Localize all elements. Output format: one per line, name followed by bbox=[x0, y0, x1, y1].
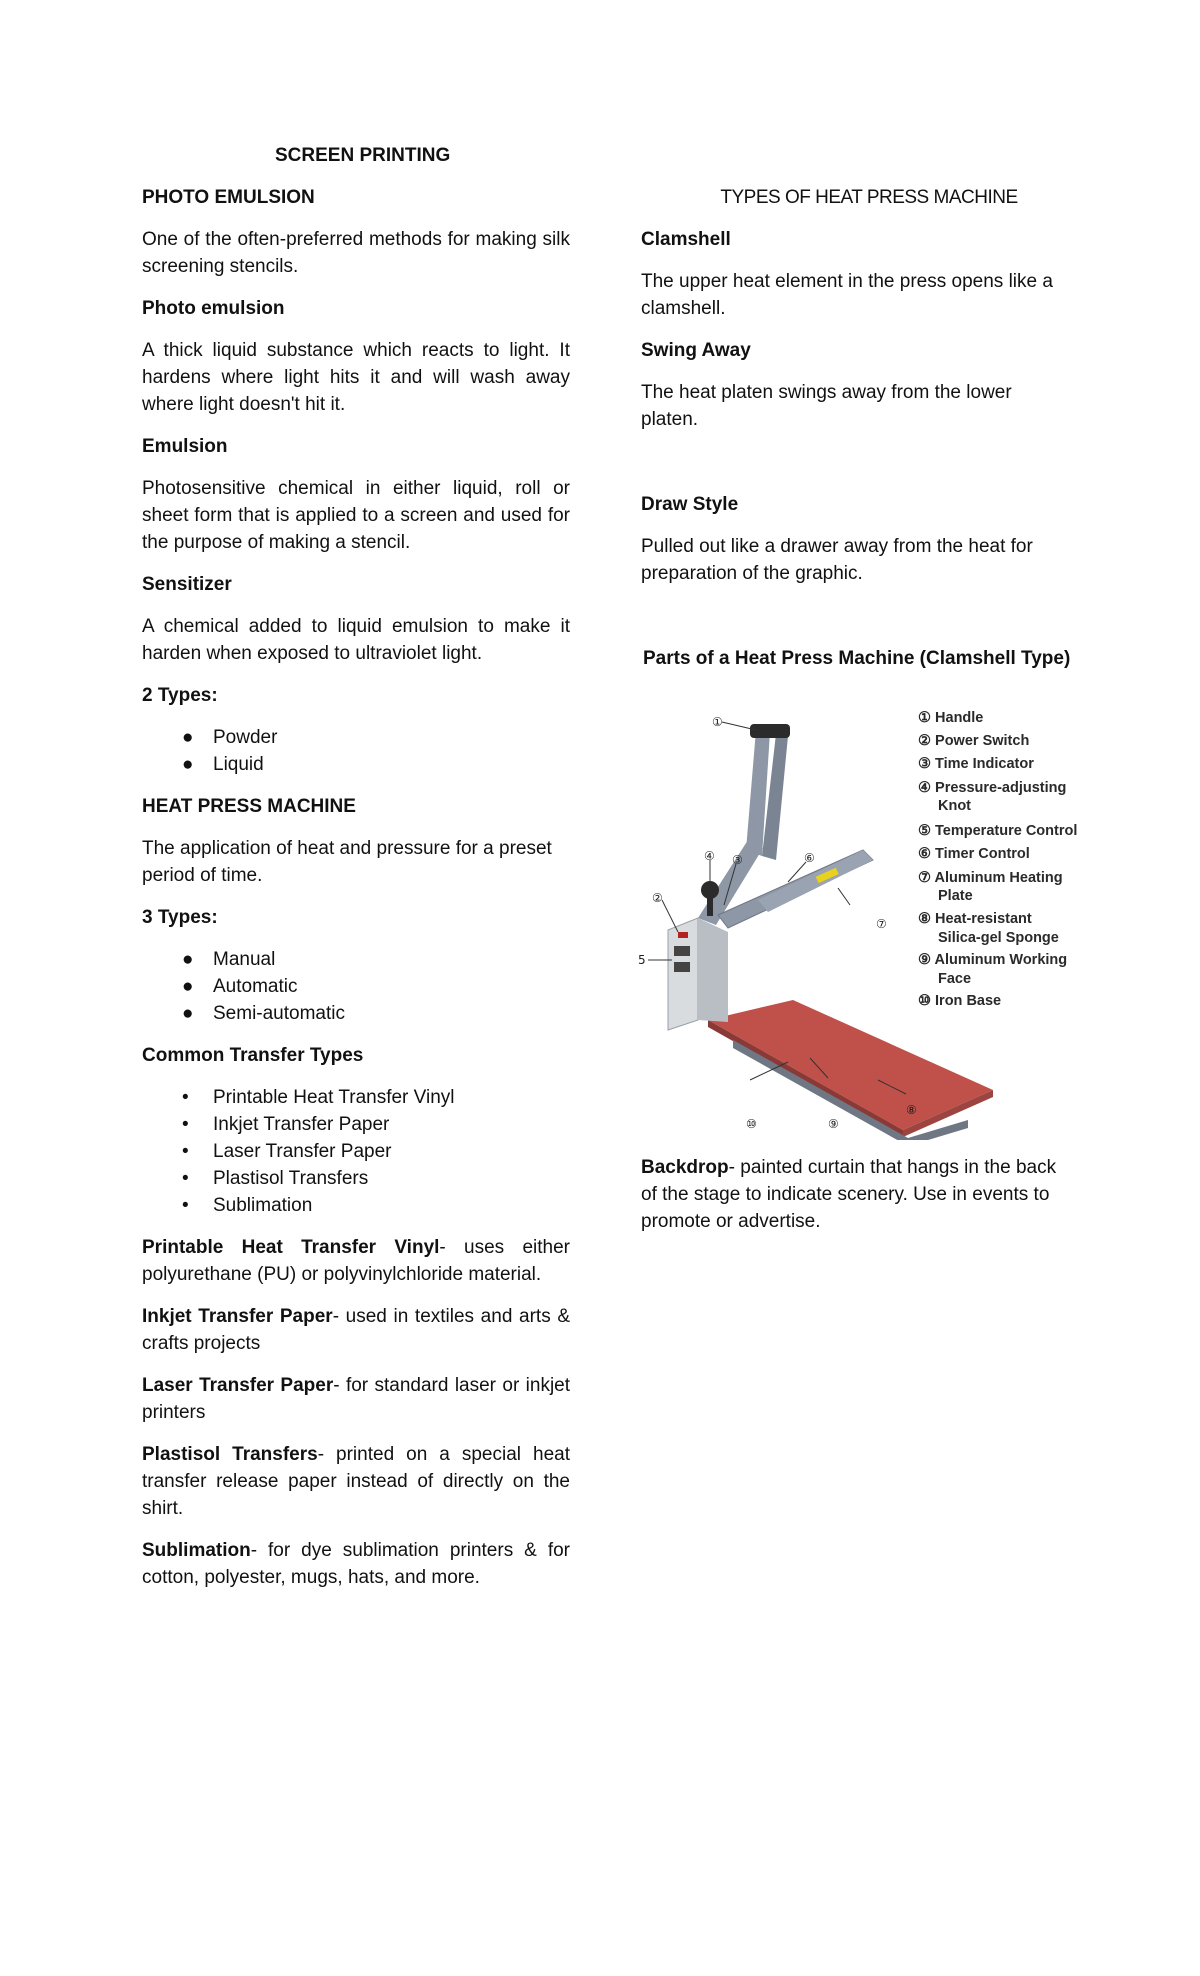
display-panel bbox=[674, 962, 690, 972]
bullet-icon: • bbox=[182, 1141, 189, 1162]
photo-emulsion-subheading: Photo emulsion bbox=[142, 298, 285, 319]
term-text: - printed on a special heat transfer release paper instead of directly on the shirt. bbox=[142, 1444, 571, 1519]
list-item bbox=[142, 1165, 570, 1192]
legend-item: ④ Pressure-adjusting bbox=[918, 780, 1067, 796]
draw-style-definition: Pulled out like a drawer away from the heat for preparation of the graphic. bbox=[641, 536, 1033, 584]
callout-3: ③ bbox=[732, 853, 743, 867]
callout-6: ⑥ bbox=[804, 851, 815, 865]
callout-line bbox=[662, 900, 678, 932]
right-title: TYPES OF HEAT PRESS MACHINE bbox=[720, 187, 1018, 208]
list-item-label: Manual bbox=[213, 949, 276, 970]
bullet-icon: ● bbox=[182, 1003, 194, 1024]
callout-10: ⑩ bbox=[746, 1117, 757, 1131]
legend-item: Knot bbox=[938, 798, 972, 814]
callout-8: ⑧ bbox=[906, 1103, 917, 1117]
list-item-label: Automatic bbox=[213, 976, 298, 997]
clamshell-definition: The upper heat element in the press opens like a clamshell. bbox=[641, 271, 1053, 319]
list-item bbox=[142, 946, 570, 973]
callout-2: ② bbox=[652, 891, 663, 905]
term: Backdrop bbox=[641, 1157, 729, 1178]
parts-heading: Parts of a Heat Press Machine (Clamshell Type) bbox=[643, 648, 1071, 669]
list-item bbox=[142, 973, 570, 1000]
callout-7: ⑦ bbox=[876, 917, 887, 931]
list-item bbox=[142, 1192, 570, 1219]
power-switch-icon bbox=[678, 932, 688, 938]
bullet-icon: ● bbox=[182, 754, 194, 775]
term-text: - painted curtain that hangs in the back of the stage to indicate scenery. Use in events to promote or advertise. bbox=[641, 1157, 1057, 1232]
list-item-label: Inkjet Transfer Paper bbox=[213, 1114, 390, 1135]
photo-emulsion-heading: PHOTO EMULSION bbox=[142, 187, 315, 208]
sensitizer-definition: A chemical added to liquid emulsion to make it harden when exposed to ultraviolet light. bbox=[142, 616, 570, 664]
emulsion-heading: Emulsion bbox=[142, 436, 228, 457]
two-types-heading: 2 Types: bbox=[142, 685, 218, 706]
legend-item: ⑧ Heat-resistant bbox=[918, 911, 1032, 927]
term-text: - uses either polyurethane (PU) or polyvinylchloride material. bbox=[142, 1237, 571, 1285]
term: Plastisol Transfers bbox=[142, 1444, 318, 1465]
two-types-list bbox=[142, 724, 570, 778]
parts-legend bbox=[918, 710, 1077, 1009]
legend-item: ⑨ Aluminum Working bbox=[918, 952, 1068, 968]
swing-away-heading: Swing Away bbox=[641, 340, 751, 361]
term-text: - used in textiles and arts & crafts projects bbox=[142, 1306, 571, 1354]
common-transfer-heading: Common Transfer Types bbox=[142, 1045, 364, 1066]
callout-line bbox=[838, 888, 850, 905]
bullet-icon: • bbox=[182, 1114, 189, 1135]
callout-5: 5 bbox=[638, 953, 646, 967]
three-types-heading: 3 Types: bbox=[142, 907, 218, 928]
list-item-label: Laser Transfer Paper bbox=[213, 1141, 392, 1162]
definition-vinyl bbox=[142, 1234, 570, 1288]
swing-away-definition: The heat platen swings away from the lower platen. bbox=[641, 382, 1012, 430]
control-box-side bbox=[698, 918, 728, 1022]
legend-item: ② Power Switch bbox=[918, 733, 1030, 749]
list-item bbox=[142, 1111, 570, 1138]
list-item bbox=[142, 1084, 570, 1111]
term: Sublimation bbox=[142, 1540, 251, 1561]
list-item-label: Liquid bbox=[213, 754, 264, 775]
legend-item: ⑦ Aluminum Heating bbox=[918, 870, 1063, 886]
list-item-label: Sublimation bbox=[213, 1195, 313, 1216]
definition-inkjet bbox=[142, 1303, 570, 1357]
list-item-label: Plastisol Transfers bbox=[213, 1168, 369, 1189]
list-item-label: Powder bbox=[213, 727, 278, 748]
pressure-knob-icon bbox=[701, 881, 719, 899]
heat-press-definition: The application of heat and pressure for a preset period of time. bbox=[142, 838, 552, 886]
list-item bbox=[142, 1000, 570, 1027]
bullet-icon: ● bbox=[182, 949, 194, 970]
display-panel bbox=[674, 946, 690, 956]
definition-sublimation bbox=[142, 1537, 570, 1591]
legend-item: ⑩ Iron Base bbox=[918, 993, 1002, 1009]
heat-press-diagram bbox=[638, 700, 1098, 1140]
bullet-icon: ● bbox=[182, 727, 194, 748]
callout-4: ④ bbox=[704, 849, 715, 863]
sensitizer-heading: Sensitizer bbox=[142, 574, 232, 595]
heat-press-heading: HEAT PRESS MACHINE bbox=[142, 796, 356, 817]
legend-item: Silica-gel Sponge bbox=[938, 930, 1059, 946]
page-title: SCREEN PRINTING bbox=[275, 145, 451, 166]
clamshell-heading: Clamshell bbox=[641, 229, 731, 250]
knob-stem bbox=[707, 898, 713, 916]
legend-item: ⑤ Temperature Control bbox=[918, 823, 1078, 839]
bullet-icon: ● bbox=[182, 976, 194, 997]
common-transfer-list bbox=[142, 1084, 570, 1219]
bullet-icon: • bbox=[182, 1195, 189, 1216]
term: Inkjet Transfer Paper bbox=[142, 1306, 333, 1327]
three-types-list bbox=[142, 946, 570, 1027]
list-item bbox=[142, 724, 570, 751]
list-item bbox=[142, 1138, 570, 1165]
bullet-icon: • bbox=[182, 1168, 189, 1189]
handle-grip bbox=[750, 724, 790, 738]
legend-item: ③ Time Indicator bbox=[918, 756, 1034, 772]
bullet-icon: • bbox=[182, 1087, 189, 1108]
photo-emulsion-intro: One of the often-preferred methods for making silk screening stencils. bbox=[142, 229, 570, 277]
legend-item: ① Handle bbox=[918, 710, 984, 726]
legend-item: Plate bbox=[938, 888, 973, 904]
definition-plastisol bbox=[142, 1441, 570, 1522]
legend-item: Face bbox=[938, 971, 972, 987]
definition-laser bbox=[142, 1372, 570, 1426]
callout-1: ① bbox=[712, 715, 723, 729]
photo-emulsion-definition: A thick liquid substance which reacts to light. It hardens where light hits it and will wash away where light doesn't hit it. bbox=[142, 340, 570, 415]
emulsion-definition: Photosensitive chemical in either liquid, roll or sheet form that is applied to a screen and used for the purpose of making a stencil. bbox=[142, 478, 570, 553]
list-item-label: Semi-automatic bbox=[213, 1003, 345, 1024]
list-item bbox=[142, 751, 570, 778]
term: Laser Transfer Paper bbox=[142, 1375, 334, 1396]
term-text: - for dye sublimation printers & for cotton, polyester, mugs, hats, and more. bbox=[142, 1540, 570, 1588]
legend-item: ⑥ Timer Control bbox=[918, 846, 1030, 862]
term: Printable Heat Transfer Vinyl bbox=[142, 1237, 440, 1258]
backdrop-definition bbox=[641, 1154, 1061, 1235]
term-text: - for standard laser or inkjet printers bbox=[142, 1375, 571, 1423]
list-item-label: Printable Heat Transfer Vinyl bbox=[213, 1087, 455, 1108]
draw-style-heading: Draw Style bbox=[641, 494, 739, 515]
callout-9: ⑨ bbox=[828, 1117, 839, 1131]
